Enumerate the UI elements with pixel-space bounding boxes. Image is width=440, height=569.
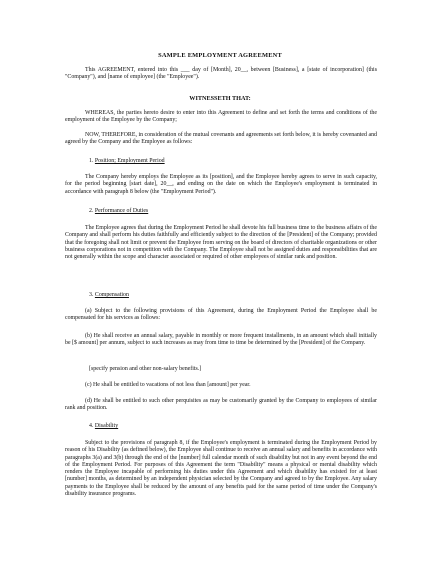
- section-4-number: 4.: [89, 423, 94, 429]
- section-3-heading: [89, 292, 129, 299]
- section-1-heading: [89, 158, 165, 165]
- section-2-heading: [89, 208, 148, 215]
- section-3-title: Compensation: [94, 292, 129, 298]
- section-3-clause-b: (b) He shall receive an annual salary, payable in monthly or more frequent installments, in an amount which shall initially be [$ amount] per annum, subject to such increases as may from time to time be determined by the [President] of the Company.: [65, 333, 377, 347]
- section-3-number: 3.: [89, 292, 94, 298]
- section-4-body: Subject to the provisions of paragraph 8, if the Employee's employment is terminated during the Employment Period by reason of his Disability (as defined below), the Employee shall continue to receive an annual salary and benefits in accordance with paragraphs 3(a) and 3(b) through the end of the [number] full calendar month of such disability but not in any event beyond the end of the Employment Period. For purposes of this Agreement the term "Disability" means a physical or mental disability which renders the Employee incapable of performing his duties under this Agreement and which disability has existed for at least [number] months, as determined by an independent physician selected by the Company and agreed to by the Employee. Any salary payments to the Employee shall be reduced by the amount of any benefits paid for the same period of time under the Company's disability insurance programs.: [65, 440, 377, 497]
- section-1-body: The Company hereby employs the Employee as its [position], and the Employee hereby agrees to serve in such capacity, for the period beginning [start date], 20__, and ending on the date on which the Employee's employment is terminated in accordance with paragraph 8 below (the "Employment Period").: [65, 174, 377, 195]
- whereas-paragraph: WHEREAS, the parties hereto desire to enter into this Agreement to define and set forth the terms and conditions of the employment of the Employee by the Company;: [65, 110, 377, 124]
- section-2-number: 2.: [89, 208, 94, 214]
- section-4-heading: [89, 423, 118, 430]
- now-therefore-paragraph: NOW, THEREFORE, in consideration of the mutual covenants and agreements set forth below, it is hereby covenanted and agreed by the Company and the Employee as follows:: [65, 132, 377, 146]
- section-3-benefits-placeholder: [specify pension and other non-salary benefits.]: [89, 366, 202, 372]
- document-title: SAMPLE EMPLOYMENT AGREEMENT: [158, 52, 282, 59]
- section-2-body: The Employee agrees that during the Employment Period he shall devote his full business time to the business affairs of the Company and shall perform his duties faithfully and efficiently subject to the direction of the [President] of the Company; provided that the foregoing shall not limit or prevent the Employee from serving on the board of directors of charitable organizations or other business corporations not in competition with the Company. The Employee shall not be assigned duties and responsibilities that are not generally within the scope and character associated or required of other employees of similar rank and position.: [65, 225, 377, 260]
- section-3-clause-c: (c) He shall be entitled to vacations of not less than [amount] per year.: [85, 382, 251, 388]
- intro-paragraph: This AGREEMENT, entered into this ___ day of [Month], 20__, between [Business], a [state of incorporation] (this "Company"), and [name of employee] (the "Employee").: [65, 67, 377, 81]
- section-2-title: Performance of Duties: [94, 208, 149, 214]
- section-1-number: 1.: [89, 158, 94, 164]
- section-4-title: Disability: [94, 423, 119, 429]
- section-1-title: Position; Employment Period: [94, 158, 165, 164]
- section-3-clause-a: (a) Subject to the following provisions of this Agreement, during the Employment Period the Employee shall be compensated for his services as follows:: [65, 308, 377, 322]
- witnesseth-heading: WITNESSETH THAT:: [189, 95, 251, 102]
- section-3-clause-d: (d) He shall be entitled to such other perquisites as may be customarily granted by the Company to employees of similar rank and position.: [65, 398, 377, 412]
